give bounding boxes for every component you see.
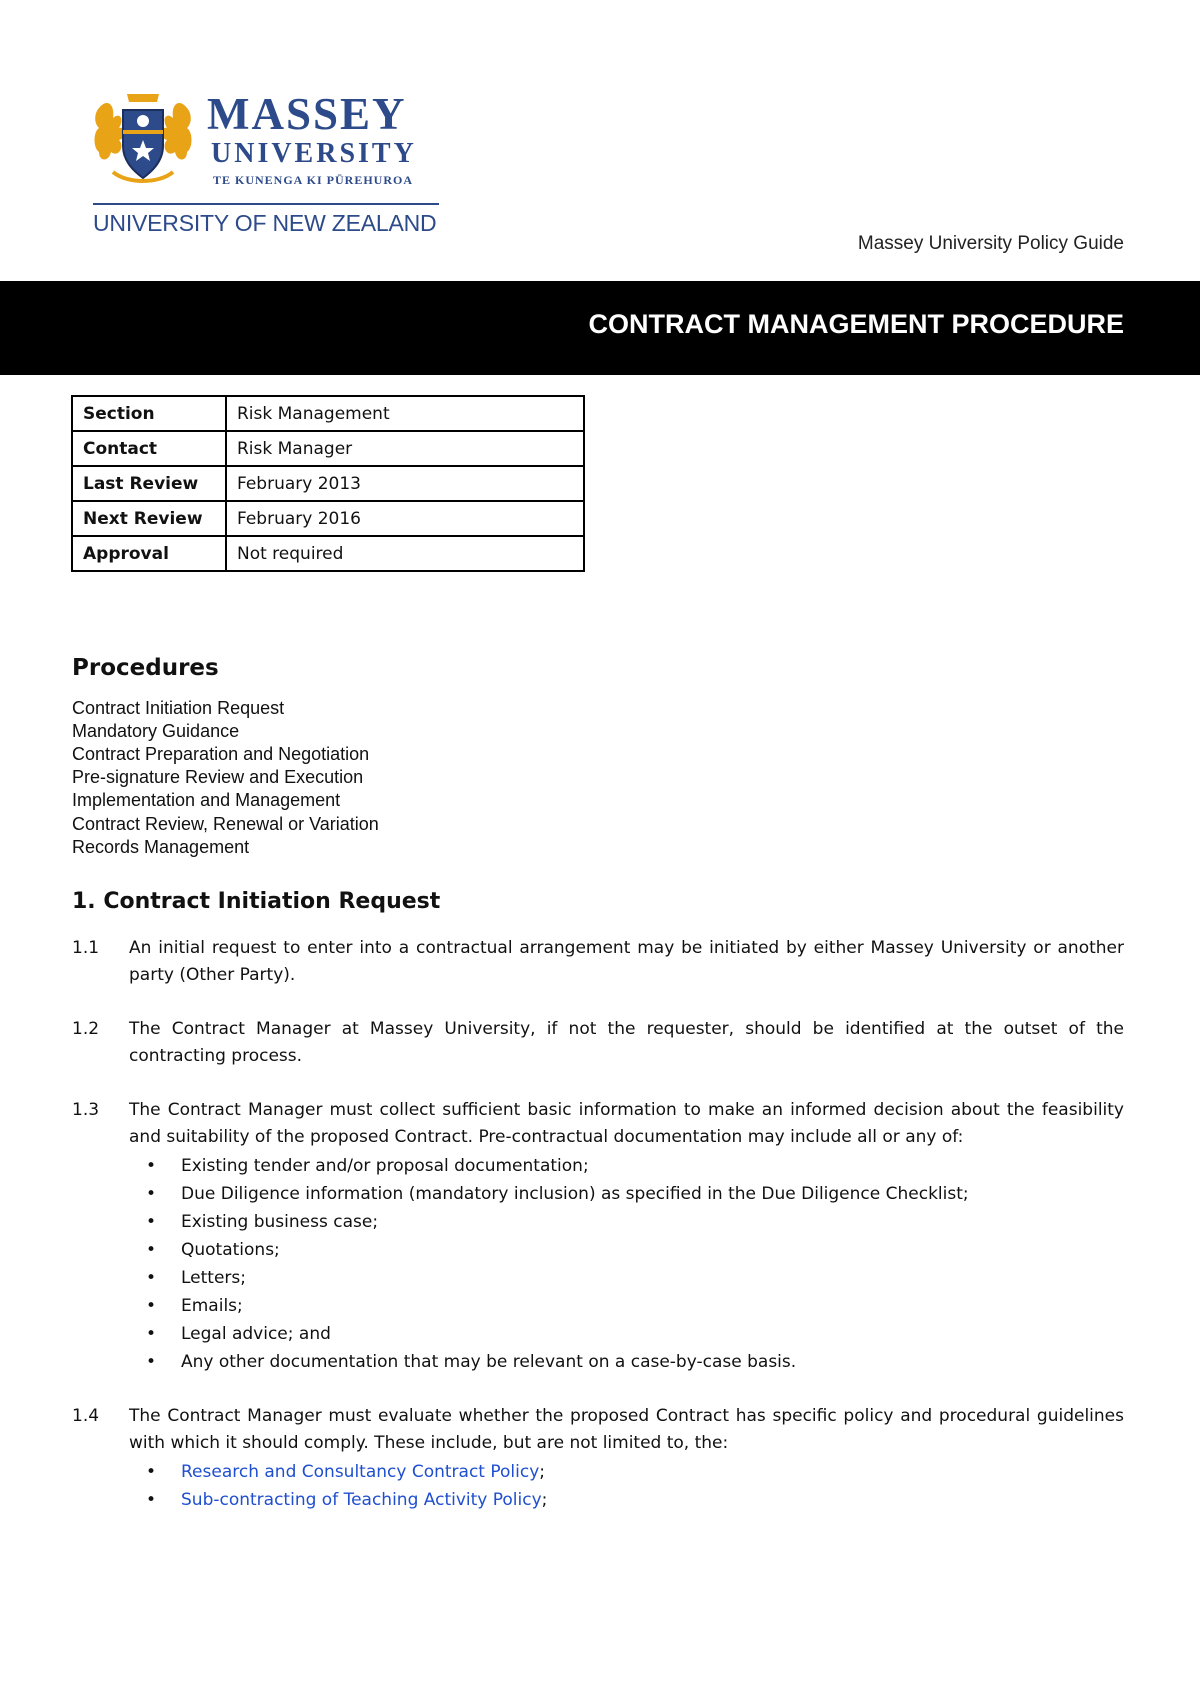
clause-text: An initial request to enter into a contractual arrangement may be initiated by either Massey University or another party (Other Party). [129, 938, 1124, 986]
table-row [72, 466, 584, 501]
clause-text: The Contract Manager must evaluate whether the proposed Contract has specific policy and procedural guidelines with which it should comply. These include, but are not limited to, the: [129, 1406, 1124, 1454]
document-body [72, 655, 1124, 1541]
clause-1-3 [72, 1097, 1124, 1376]
bullet-list [129, 1152, 1124, 1376]
bullet-icon: • [146, 1352, 157, 1373]
link-suffix: ; [541, 1490, 548, 1511]
title-band [0, 281, 1200, 375]
procedure-link[interactable]: Mandatory Guidance [72, 720, 240, 741]
list-item [129, 1152, 1124, 1180]
clause-number: 1.3 [72, 1100, 100, 1121]
list-item-text: Due Diligence information (mandatory inclusion) as specified in the Due Diligence Checklist; [181, 1184, 969, 1205]
info-label: Last Review [72, 466, 226, 501]
info-value: Risk Management [226, 396, 584, 431]
page-title: CONTRACT MANAGEMENT PROCEDURE [588, 309, 1124, 339]
bullet-icon: • [146, 1156, 157, 1177]
section-heading: 1. Contract Initiation Request [72, 889, 441, 915]
procedure-link[interactable]: Records Management [72, 836, 250, 857]
bullet-icon: • [146, 1490, 157, 1511]
list-item [129, 1292, 1124, 1320]
info-value: February 2013 [226, 466, 584, 501]
info-label: Next Review [72, 501, 226, 536]
link-suffix: ; [539, 1462, 546, 1483]
table-row [72, 536, 584, 571]
clause-text: The Contract Manager must collect sufficient basic information to make an informed decision about the feasibility and suitability of the proposed Contract. Pre-contractual documentation may include all or any of: [129, 1100, 1124, 1148]
policy-guide-label: Massey University Policy Guide [857, 233, 1124, 254]
bullet-icon: • [146, 1212, 157, 1233]
policy-link-list [129, 1458, 1124, 1514]
list-item-text: Existing tender and/or proposal documentation; [181, 1156, 589, 1177]
bullet-icon: • [146, 1324, 157, 1345]
logo-maori-text: TE KUNENGA KI PŪREHUROA [213, 173, 414, 187]
info-value: February 2016 [226, 501, 584, 536]
procedure-link[interactable]: Contract Review, Renewal or Variation [72, 813, 379, 834]
list-item [129, 1486, 1124, 1514]
list-item-text: Existing business case; [181, 1212, 379, 1233]
logo-nz-text: UNIVERSITY OF NEW ZEALAND [93, 210, 437, 236]
list-item [129, 1320, 1124, 1348]
list-item [129, 1236, 1124, 1264]
logo-massey-text: MASSEY [207, 89, 407, 139]
document-info-table [71, 395, 585, 572]
bullet-icon: • [146, 1184, 157, 1205]
table-row [72, 431, 584, 466]
clause-1-1 [72, 935, 1124, 989]
procedures-list [72, 697, 1124, 859]
list-item [129, 1180, 1124, 1208]
bullet-icon: • [146, 1462, 157, 1483]
list-item-text: Letters; [181, 1268, 246, 1289]
procedure-link[interactable]: Contract Preparation and Negotiation [72, 744, 370, 764]
info-value: Risk Manager [226, 431, 584, 466]
list-item [129, 1264, 1124, 1292]
table-row [72, 396, 584, 431]
info-value: Not required [226, 536, 584, 571]
procedure-link[interactable]: Contract Initiation Request [72, 697, 285, 718]
clause-text: The Contract Manager at Massey University, if not the requester, should be identified at the outset of the contracting process. [129, 1019, 1124, 1067]
list-item-text: Emails; [181, 1296, 243, 1317]
research-consultancy-policy-link[interactable]: Research and Consultancy Contract Policy [181, 1462, 540, 1483]
info-label: Section [72, 396, 226, 431]
crest-icon [93, 88, 193, 188]
procedures-heading: Procedures [72, 655, 219, 681]
clause-1-4 [72, 1403, 1124, 1514]
logo-university-text: UNIVERSITY [211, 138, 417, 169]
list-item-text: Legal advice; and [181, 1324, 331, 1345]
logo-divider [93, 203, 439, 205]
list-item-text: Quotations; [181, 1240, 280, 1261]
massey-logo [93, 88, 443, 238]
clause-number: 1.4 [72, 1406, 100, 1427]
procedure-link[interactable]: Implementation and Management [72, 790, 341, 811]
subcontracting-teaching-policy-link[interactable]: Sub-contracting of Teaching Activity Policy [181, 1490, 542, 1511]
list-item [129, 1348, 1124, 1376]
clause-number: 1.1 [72, 938, 100, 959]
table-row [72, 501, 584, 536]
list-item-text: Any other documentation that may be relevant on a case-by-case basis. [181, 1352, 797, 1373]
clause-1-2 [72, 1016, 1124, 1070]
list-item [129, 1208, 1124, 1236]
bullet-icon: • [146, 1296, 157, 1317]
info-label: Approval [72, 536, 226, 571]
procedure-link[interactable]: Pre-signature Review and Execution [72, 767, 364, 788]
info-label: Contact [72, 431, 226, 466]
list-item [129, 1458, 1124, 1486]
bullet-icon: • [146, 1240, 157, 1261]
bullet-icon: • [146, 1268, 157, 1289]
clause-number: 1.2 [72, 1019, 100, 1040]
